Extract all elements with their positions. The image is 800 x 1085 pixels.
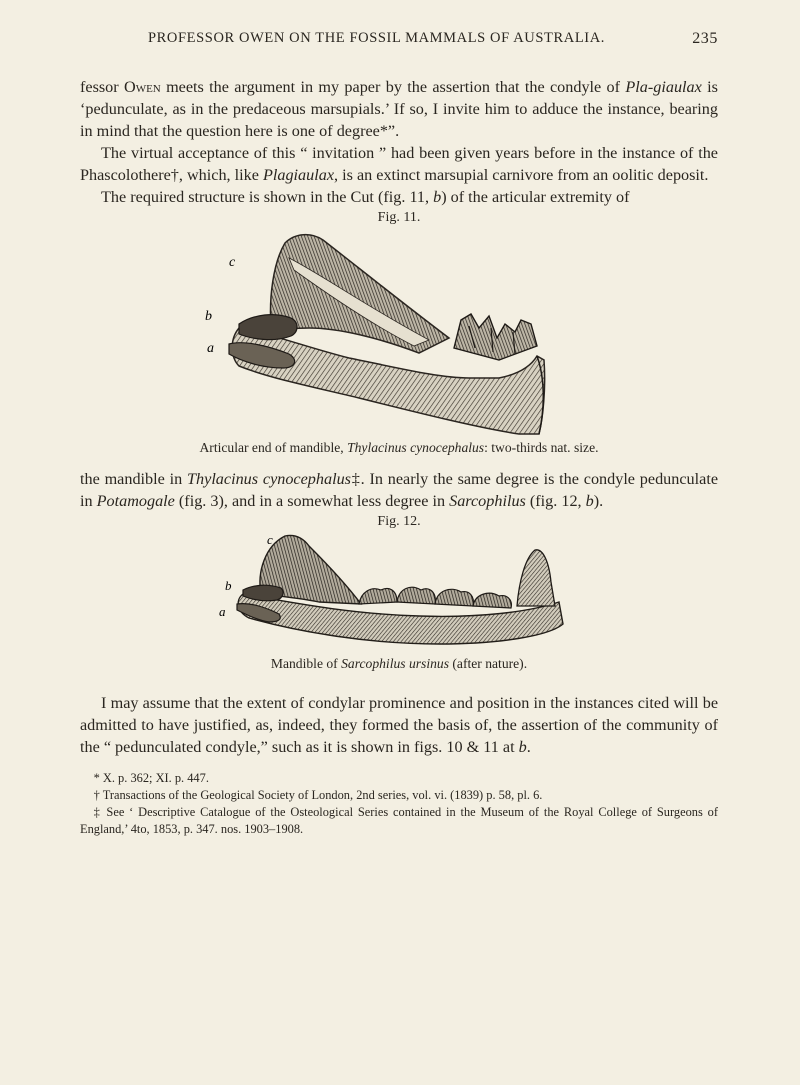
running-head	[80, 30, 718, 56]
figure-12	[199, 532, 599, 652]
label-c: c	[267, 532, 273, 547]
running-title: PROFESSOR OWEN ON THE FOSSIL MAMMALS OF AUSTRALIA.	[148, 30, 606, 46]
molar-teeth	[359, 550, 555, 608]
condyle	[243, 585, 283, 601]
species-name: Thylacinus cynocephalus	[187, 470, 351, 488]
figure-12-caption: Mandible of Sarcophilus ursinus (after nature).	[270, 656, 528, 671]
page	[80, 30, 718, 838]
paragraph-2: The virtual acceptance of this “ invitation ” had been given years before in the instance of the Phascolothere†, which, like Plagiaulax, is an extinct marsupial carnivore from an oolitic deposit.	[80, 144, 718, 184]
label-b: b	[205, 309, 212, 324]
genus-name: Plagiaulax	[262, 166, 335, 184]
text-block-top	[80, 76, 718, 208]
mandible-illustration-sarcophilus	[199, 532, 599, 652]
author-name: Owen	[124, 78, 161, 96]
footnotes	[80, 770, 718, 838]
condyle	[239, 315, 297, 340]
figure-12-label: Fig. 12.	[377, 514, 421, 529]
footnote-1: * X. p. 362; XI. p. 447.	[93, 771, 209, 785]
molar-teeth	[454, 314, 537, 360]
paragraph-4: the mandible in Thylacinus cynocephalus‡. In nearly the same degree is the condyle pedunculate in Potamogale (fig. 3), and in a somewhat less degree in Sarcophilus (fig. 12, b).	[80, 470, 719, 510]
paragraph-3: The required structure is shown in the Cut (fig. 11, b) of the articular extremity of	[101, 188, 630, 206]
coronoid-process	[271, 235, 449, 353]
figure-11-caption: Articular end of mandible, Thylacinus cynocephalus: two-thirds nat. size.	[199, 440, 599, 455]
label-b: b	[225, 578, 232, 593]
genus-name: Pla-giaulax	[625, 78, 702, 96]
figure-11	[199, 228, 599, 436]
figure-11-label: Fig. 11.	[377, 210, 421, 225]
footnote-3: ‡ See ‘ Descriptive Catalogue of the Osteological Series contained in the Museum of the Royal College of Surgeons of England,’ 4to, 1853, p. 347. nos. 1903–1908.	[80, 805, 718, 836]
page-number: 235	[692, 30, 718, 47]
label-a: a	[219, 604, 226, 619]
mandible-illustration-thylacinus	[199, 228, 599, 436]
footnote-2: † Transactions of the Geological Society of London, 2nd series, vol. vi. (1839) p. 58, pl. 6.	[93, 788, 543, 802]
label-a: a	[207, 341, 214, 356]
paragraph-5: I may assume that the extent of condylar prominence and position in the instances cited will be admitted to have justified, as, indeed, they formed the basis of, the assertion of the community of the “ pedunculated condyle,” such as it is shown in figs. 10 & 11 at b.	[80, 694, 718, 756]
text-block-bottom	[80, 692, 718, 758]
label-c: c	[229, 255, 236, 270]
paragraph-1: fessor Owen meets the argument in my paper by the assertion that the condyle of Pla-giaulax is ‘pedunculate, as in the predaceous marsupials.’ If so, I invite him to adduce the instance, bearing in mind that the question here is one of degree*”.	[80, 78, 718, 140]
text-block-middle	[80, 468, 718, 512]
